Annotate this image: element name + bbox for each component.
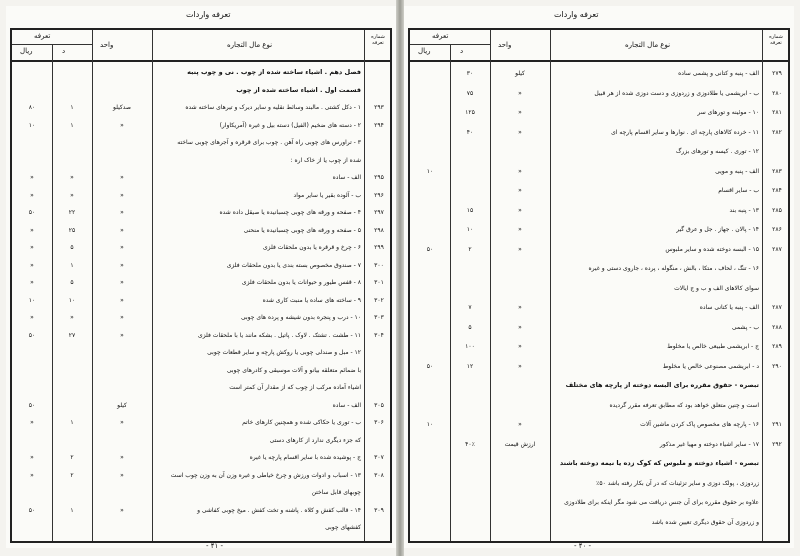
cell-dinar: ۵ (468, 323, 472, 331)
cell-num: ۲۸۷ (772, 304, 782, 311)
cell-desc: د - ابریشمی مصنوعی خالص یا مخلوط (662, 362, 759, 370)
cell-desc: ۱۴ - پالان . جهاز . جل و عرق گیر (676, 226, 759, 233)
cell-num: ۲۹۱ (772, 421, 782, 428)
cell-desc: که جزء دیگری ندارد از کارهای دستی (269, 436, 361, 444)
table-row (410, 201, 788, 221)
table-row (12, 169, 390, 187)
cell-desc: ۱۱ - خرده کالاهای پارچه ای . نوارها و سایر اقسام پارچه ای (611, 128, 759, 136)
page-number: - ۴۰ - (574, 542, 592, 550)
col-desc: نوع مال التجاره (227, 41, 273, 49)
cell-unit: » (120, 121, 124, 129)
table-row (12, 309, 390, 327)
cell-desc: فصل دهم . اشیاء ساخته شده از چوب . نی و چوب پنبه (187, 68, 361, 76)
cell-desc: ب - توری یا حکاکی شده و همچنین کارهای خاتم (242, 419, 361, 426)
table-row (410, 220, 788, 240)
table-row (12, 519, 390, 537)
cell-rial: » (30, 226, 34, 234)
cell-desc: الف - پنبه و کتانی و پشمی ساده (678, 70, 759, 77)
table-row (410, 298, 788, 318)
cell-num: ۲۸۵ (772, 206, 782, 214)
cell-num: ۳۰۷ (374, 454, 384, 461)
cell-desc: کفشهای چوبی (325, 524, 361, 531)
cell-desc: ب - آلوده بقیر یا سایر مواد (293, 191, 361, 199)
cell-desc: ۳ - تراورس های چوبی راه آهن . چوب برای قرقره و آجرهای چوبی ساخته (177, 139, 361, 146)
cell-desc: شده از چوب یا از خاک اره : (290, 156, 361, 164)
cell-num: ۳۰۳ (374, 314, 384, 321)
cell-desc: ۹ - ساخته های ساده یا منبت کاری شده (262, 296, 361, 304)
cell-num: ۲۹۹ (374, 244, 384, 251)
cell-desc: ۲ - دسته های ضخیم (الفیل) دسته بیل و غیره (آمریکاوار) (219, 121, 361, 129)
cell-dinar: ۲۲ (68, 209, 76, 216)
cell-rial: ۵۰ (28, 209, 36, 216)
cell-unit: » (120, 244, 124, 251)
table-row (12, 117, 390, 135)
cell-rial: » (30, 191, 34, 199)
table-row (12, 239, 390, 257)
cell-desc: است و چنین متعلق خواهد بود که مطابق تعرفه مقرر گردیده (609, 401, 759, 409)
cell-num: ۳۰۸ (374, 471, 384, 479)
cell-desc: تبصره - اشیاء دوخته و ملبوس که کوک زده یا نیمه دوخته باشند (559, 459, 759, 467)
cell-unit: کیلو (515, 70, 525, 77)
cell-dinar: ۷ (468, 304, 472, 311)
cell-num: ۲۹۳ (374, 104, 384, 111)
cell-desc: ۸ - قفس طیور و حیوانات یا بدون ملحقات فلزی (241, 279, 361, 286)
cell-num: ۳۰۲ (374, 296, 384, 304)
cell-desc: ب - پشمی (731, 323, 759, 331)
table-row (410, 415, 788, 435)
table-row (410, 162, 788, 182)
cell-desc: ۱۳ - پنبه بند (729, 206, 759, 214)
cell-rial: ۵۰ (28, 331, 36, 339)
cell-desc: ۷ - صندوق مخصوص بسته بندی یا بدون ملحقات فلزی (226, 261, 361, 269)
table-row (12, 362, 390, 380)
cell-desc: الف - پنبه و مویی (715, 167, 759, 175)
cell-unit: » (518, 421, 522, 428)
table-row (410, 181, 788, 201)
cell-rial: ۵۰ (426, 245, 434, 253)
tariff-table (408, 28, 790, 543)
cell-dinar: ۳۰ (466, 70, 474, 77)
cell-desc: ۱۶ - تنگ ، لحاف ، متکا ، بالش ، منگوله ، پرده ، جاروی دستی و غیره (588, 265, 759, 272)
cell-rial: » (30, 314, 34, 321)
cell-desc: الف - پنبه یا کتانی ساده (699, 304, 759, 311)
table-row (12, 222, 390, 240)
cell-desc: تبصره - حقوق مقرره برای البسه دوخته از پارچه های مختلف (565, 381, 759, 389)
table-row (12, 257, 390, 275)
page-header: تعرفه واردات (186, 10, 231, 19)
cell-desc: ۱۲ - مبل و صندلی چوبی یا روکش پارچه و سایر قطعات چوبی (207, 349, 361, 356)
cell-rial: ۵۰ (28, 401, 36, 409)
table-row (410, 64, 788, 84)
cell-num: ۲۸۹ (772, 343, 782, 350)
cell-dinar: ۲۷ (68, 331, 76, 339)
col-dinar: د (62, 47, 66, 55)
left-page (6, 6, 396, 548)
cell-desc: ۵ - صفحه و ورقه های چوبی چسبانیده یا منحنی (243, 226, 361, 234)
cell-unit: » (518, 245, 522, 253)
cell-unit: » (518, 109, 522, 116)
table-row (410, 454, 788, 474)
table-row (410, 396, 788, 416)
cell-desc: قسمت اول . اشیاء ساخته شده از چوب (236, 85, 361, 94)
cell-unit: » (518, 89, 522, 97)
cell-num: ۲۸۳ (772, 167, 782, 175)
table-row (12, 432, 390, 450)
cell-unit: ارزش قیمت (504, 440, 536, 448)
cell-rial: ۸۰ (28, 104, 36, 111)
cell-rial: ۵۰ (28, 506, 36, 514)
cell-num: ۲۸۲ (772, 128, 782, 136)
cell-num: ۳۰۵ (374, 401, 384, 409)
cell-desc: علاوه بر حقوق مقرره برای آن جنس دریافت می شود مگر اینکه برای طلادوزی (564, 499, 759, 506)
cell-num: ۲۹۵ (374, 174, 384, 181)
cell-unit: کیلو (117, 401, 127, 409)
cell-desc: و زردوزی آن حقوق دیگری تعیین شده باشد (651, 518, 759, 526)
col-num: شماره تعرفه (371, 34, 385, 46)
cell-dinar: ۲۵ (68, 226, 76, 234)
table-row (12, 449, 390, 467)
cell-dinar: ۱ (70, 419, 74, 426)
cell-num: ۲۹۶ (374, 191, 384, 199)
col-rial: ریال (20, 47, 33, 55)
cell-num: ۳۰۰ (374, 261, 384, 269)
table-row (12, 502, 390, 520)
table-row (12, 414, 390, 432)
col-rate: تعرفه (432, 32, 449, 40)
cell-unit: » (518, 304, 522, 311)
cell-desc: ج - ابریشمی طبیعی خالص یا مخلوط (667, 343, 759, 350)
cell-num: ۳۰۱ (374, 279, 384, 286)
cell-num: ۲۸۷ (772, 245, 782, 253)
cell-dinar: ۱ (70, 121, 74, 129)
table-row (410, 493, 788, 513)
table-row (410, 84, 788, 104)
cell-num: ۲۹۸ (374, 226, 384, 234)
cell-unit: » (518, 206, 522, 214)
table-row (12, 397, 390, 415)
cell-unit: » (120, 261, 124, 269)
col-unit: واحد (498, 41, 512, 49)
cell-num: ۳۰۴ (374, 331, 384, 339)
cell-dinar: ۱۲ (466, 362, 474, 370)
table-row (12, 134, 390, 152)
cell-unit: » (120, 471, 124, 479)
cell-unit: » (518, 128, 522, 136)
table-row (12, 274, 390, 292)
table-row (12, 327, 390, 345)
table-row (12, 379, 390, 397)
cell-unit: » (120, 419, 124, 426)
cell-num: ۲۹۲ (772, 440, 782, 448)
book-spine (396, 0, 404, 556)
cell-dinar: ۱ (70, 104, 74, 111)
cell-desc: ۱۳ - اسباب و ادوات ورزش و چرخ خیاطی و غیره وزن آن به وزن چوب است (170, 471, 361, 479)
cell-dinar: ۱ (70, 261, 74, 269)
cell-rial: ۱۰ (28, 296, 36, 304)
cell-desc: ج - پوشیده شده با سایر اقسام پارچه یا غیره (249, 454, 361, 461)
cell-desc: ۱۰ - موئینه و تورهای سر (697, 109, 759, 116)
cell-unit: » (120, 191, 124, 199)
table-row (410, 279, 788, 299)
table-row (410, 240, 788, 260)
cell-dinar: ۴۰ (466, 128, 474, 136)
table-row (12, 204, 390, 222)
table-row (410, 123, 788, 143)
table-row (410, 318, 788, 338)
table-row (12, 152, 390, 170)
cell-unit: » (120, 226, 124, 234)
table-header (410, 30, 788, 62)
cell-rial: » (30, 454, 34, 461)
cell-desc: ۱ - دکل کشتی . مالبند وسائط نقلیه و سایر دیرک و تیرهای ساخته شده (185, 104, 361, 111)
cell-unit: » (518, 362, 522, 370)
cell-rial: ۱۰ (28, 121, 36, 129)
cell-desc: سوای کالاهای الف و ب و ج ایالات (674, 284, 759, 292)
cell-num: ۲۹۴ (374, 121, 384, 129)
table-row (12, 187, 390, 205)
cell-num: ۲۸۶ (772, 226, 782, 233)
cell-num: ۲۸۱ (772, 109, 782, 116)
cell-desc: ۱۰ - درب و پنجره بدون شیشه و پرده های چوبی (240, 314, 361, 321)
cell-dinar: ۲ (70, 471, 74, 479)
table-row (410, 142, 788, 162)
cell-dinar: ۲ (70, 454, 74, 461)
cell-desc: ۴ - صفحه و ورقه های چوبی چسبانیده یا صیقل داده شده (219, 209, 361, 216)
cell-unit: » (120, 506, 124, 514)
cell-unit: » (120, 331, 124, 339)
cell-num: ۳۰۶ (374, 419, 384, 426)
cell-desc: با ضمائم متعلقه بیانو و آلات موسیقی و کادرهای چوبی (226, 366, 361, 374)
table-row (410, 435, 788, 455)
cell-desc: ب - سایر اقسام (718, 187, 759, 194)
table-row (410, 103, 788, 123)
cell-desc: الف - ساده (332, 174, 361, 181)
cell-unit: » (518, 187, 522, 194)
col-rial: ریال (418, 47, 431, 55)
cell-rial: ۱۰ (426, 167, 434, 175)
table-row (410, 357, 788, 377)
cell-desc: ۱۴ - قالب کفش و کلاه . پاشنه و تخت کفش . میخ چوبی کفاشی و (197, 506, 361, 514)
cell-rial: » (30, 174, 34, 181)
table-header (12, 30, 390, 62)
page-number: - ۴۱ - (206, 542, 224, 550)
cell-dinar: » (70, 314, 74, 321)
col-dinar: د (460, 47, 464, 55)
cell-dinar: ۱۰ (466, 226, 474, 233)
table-row (12, 64, 390, 82)
cell-desc: ۱۷ - سایر اشیاء دوخته و مهیا غیر مذکور (659, 440, 759, 448)
cell-dinar: ۴۰٪ (465, 440, 475, 448)
cell-dinar: ۲ (468, 245, 472, 253)
table-row (12, 99, 390, 117)
table-row (12, 467, 390, 485)
cell-dinar: ۱۵ (466, 206, 474, 214)
right-page (404, 6, 794, 548)
cell-dinar: ۱۲۵ (465, 109, 475, 116)
cell-unit: » (120, 296, 124, 304)
cell-desc: ۱۵ - البسه دوخته شده و سایر ملبوس (665, 245, 759, 253)
cell-unit: » (120, 314, 124, 321)
tariff-table (10, 28, 392, 543)
table-row (410, 259, 788, 279)
col-rate: تعرفه (34, 32, 51, 40)
cell-unit: » (518, 226, 522, 233)
cell-unit: » (518, 343, 522, 350)
col-unit: واحد (100, 41, 114, 49)
cell-unit: » (120, 174, 124, 181)
table-row (410, 513, 788, 533)
cell-unit: » (120, 209, 124, 216)
cell-desc: اشیاء آماده مرکب از چوب که از مقدار آن کمتر است (229, 384, 361, 391)
cell-unit: » (120, 454, 124, 461)
cell-dinar: » (70, 174, 74, 181)
cell-rial: » (30, 419, 34, 426)
cell-dinar: ۱۰ (68, 296, 76, 304)
table-row (410, 474, 788, 494)
cell-rial: ۵۰ (426, 362, 434, 370)
cell-dinar: ۱۰۰ (465, 343, 475, 350)
cell-num: ۲۸۴ (772, 187, 782, 194)
cell-dinar: ۵ (70, 279, 74, 286)
cell-num: ۲۸۰ (772, 89, 782, 97)
cell-num: ۲۹۰ (772, 362, 782, 370)
cell-num: ۲۹۷ (374, 209, 384, 216)
page-header: تعرفه واردات (554, 10, 599, 19)
cell-rial: » (30, 261, 34, 269)
cell-dinar: ۵ (70, 244, 74, 251)
table-row (12, 484, 390, 502)
cell-dinar: ۱ (70, 506, 74, 514)
cell-desc: الف - ساده (332, 401, 361, 409)
cell-desc: ۱۲ - توری . کیسه و تورهای بزرگ (676, 148, 759, 155)
cell-unit: » (518, 167, 522, 175)
cell-rial: » (30, 244, 34, 251)
cell-desc: چوبهای قابل ساختن (311, 489, 361, 496)
cell-desc: ۱۶ - پارچه های مخصوص پاک کردن ماشین آلات (640, 421, 759, 428)
cell-num: ۳۰۹ (374, 506, 384, 514)
cell-unit: صدکیلو (113, 104, 131, 111)
col-num: شماره تعرفه (769, 34, 783, 46)
cell-desc: زردوزی ، پولک دوزی و سایر تزئینات که در آن بکار رفته باشد ۵۰٪ (596, 479, 759, 487)
table-row (12, 82, 390, 100)
table-row (410, 376, 788, 396)
cell-rial: » (30, 471, 34, 479)
cell-unit: » (518, 323, 522, 331)
cell-num: ۲۸۸ (772, 323, 782, 331)
cell-dinar: ۷۵ (466, 89, 474, 97)
cell-rial: » (30, 279, 34, 286)
table-row (12, 292, 390, 310)
cell-desc: ۶ - چرخ و قرقره یا بدون ملحقات فلزی (262, 244, 361, 251)
col-desc: نوع مال التجاره (625, 41, 671, 49)
cell-desc: ب - ابریشمی یا طلادوزی و زردوزی و دست دوزی شده از هر قبیل (594, 89, 759, 97)
cell-dinar: » (70, 191, 74, 199)
table-row (12, 344, 390, 362)
cell-unit: » (120, 279, 124, 286)
cell-rial: ۱۰ (426, 421, 434, 428)
table-row (410, 337, 788, 357)
cell-desc: ۱۱ - طشت . تشتک . لاوک . پاتیل . بشکه مانند یا با ملحقات فلزی (198, 331, 361, 339)
cell-num: ۲۷۹ (772, 70, 782, 77)
